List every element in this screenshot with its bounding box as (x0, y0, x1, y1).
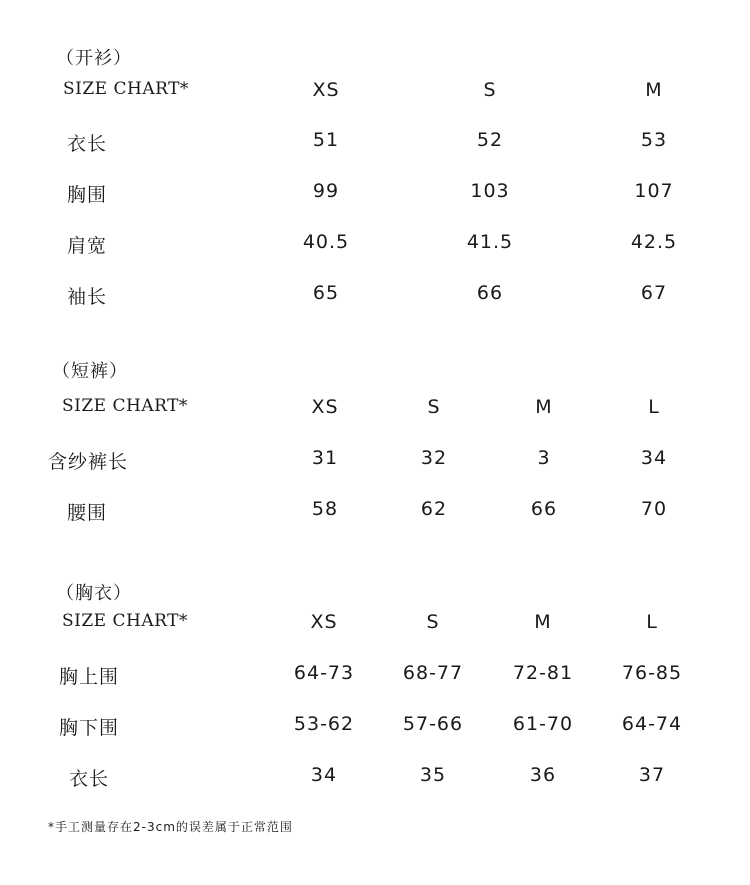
shorts-row-label: 含纱裤长 (48, 451, 129, 473)
cardigan-header-row (0, 79, 750, 109)
measurement-footnote: *手工测量存在2-3cm的误差属于正常范围 (48, 820, 293, 834)
bra-row-under-chest (0, 713, 750, 743)
bra-cell: 36 (529, 764, 557, 786)
cardigan-row-label: 胸围 (67, 184, 108, 206)
cardigan-cell: 41.5 (466, 231, 514, 253)
shorts-cell: 31 (311, 447, 339, 469)
bra-row-upper-chest (0, 662, 750, 692)
cardigan-section-title: （开衫） (56, 48, 132, 69)
bra-cell: 35 (419, 764, 447, 786)
bra-cell: 68-77 (402, 662, 464, 684)
shorts-size-s: S (427, 396, 441, 418)
bra-cell: 64-73 (293, 662, 355, 684)
bra-size-m: M (534, 611, 552, 633)
cardigan-row-label: 衣长 (67, 133, 108, 155)
bra-cell: 53-62 (293, 713, 355, 735)
bra-size-chart-label: SIZE CHART* (62, 611, 188, 631)
cardigan-row-label: 袖长 (67, 286, 108, 308)
bra-cell: 76-85 (621, 662, 683, 684)
cardigan-cell: 99 (312, 180, 340, 202)
cardigan-size-chart-label: SIZE CHART* (63, 79, 189, 99)
shorts-cell: 62 (420, 498, 448, 520)
shorts-cell: 70 (640, 498, 668, 520)
cardigan-size-m: M (645, 79, 663, 101)
bra-cell: 57-66 (402, 713, 464, 735)
bra-row-length (0, 764, 750, 794)
bra-row-label: 胸下围 (59, 717, 120, 739)
bra-cell: 37 (638, 764, 666, 786)
cardigan-cell: 66 (476, 282, 504, 304)
shorts-cell: 3 (537, 447, 551, 469)
shorts-cell: 66 (530, 498, 558, 520)
cardigan-cell: 107 (634, 180, 674, 202)
shorts-row-label: 腰围 (67, 502, 108, 524)
shorts-cell: 58 (311, 498, 339, 520)
cardigan-row-shoulder (0, 231, 750, 261)
cardigan-cell: 51 (312, 129, 340, 151)
bra-header-row (0, 611, 750, 641)
shorts-size-chart-label: SIZE CHART* (62, 396, 188, 416)
bra-size-l: L (646, 611, 658, 633)
bra-cell: 34 (310, 764, 338, 786)
bra-cell: 72-81 (512, 662, 574, 684)
cardigan-cell: 52 (476, 129, 504, 151)
cardigan-cell: 67 (640, 282, 668, 304)
shorts-size-l: L (648, 396, 660, 418)
cardigan-row-chest (0, 180, 750, 210)
bra-cell: 61-70 (512, 713, 574, 735)
shorts-row-length (0, 447, 750, 477)
bra-size-xs: XS (310, 611, 338, 633)
cardigan-cell: 40.5 (302, 231, 350, 253)
bra-size-s: S (426, 611, 440, 633)
cardigan-cell: 103 (470, 180, 510, 202)
cardigan-cell: 65 (312, 282, 340, 304)
shorts-cell: 32 (420, 447, 448, 469)
bra-row-label: 胸上围 (59, 666, 120, 688)
shorts-section-title: （短裤） (52, 361, 128, 382)
shorts-size-xs: XS (311, 396, 339, 418)
shorts-row-waist (0, 498, 750, 528)
shorts-cell: 34 (640, 447, 668, 469)
cardigan-size-xs: XS (312, 79, 340, 101)
cardigan-row-length (0, 129, 750, 159)
bra-row-label: 衣长 (69, 768, 110, 790)
cardigan-cell: 53 (640, 129, 668, 151)
cardigan-row-sleeve (0, 282, 750, 312)
cardigan-cell: 42.5 (630, 231, 678, 253)
cardigan-size-s: S (483, 79, 497, 101)
shorts-size-m: M (535, 396, 553, 418)
bra-cell: 64-74 (621, 713, 683, 735)
cardigan-row-label: 肩宽 (67, 235, 108, 257)
shorts-header-row (0, 396, 750, 426)
bra-section-title: （胸衣） (56, 583, 132, 604)
